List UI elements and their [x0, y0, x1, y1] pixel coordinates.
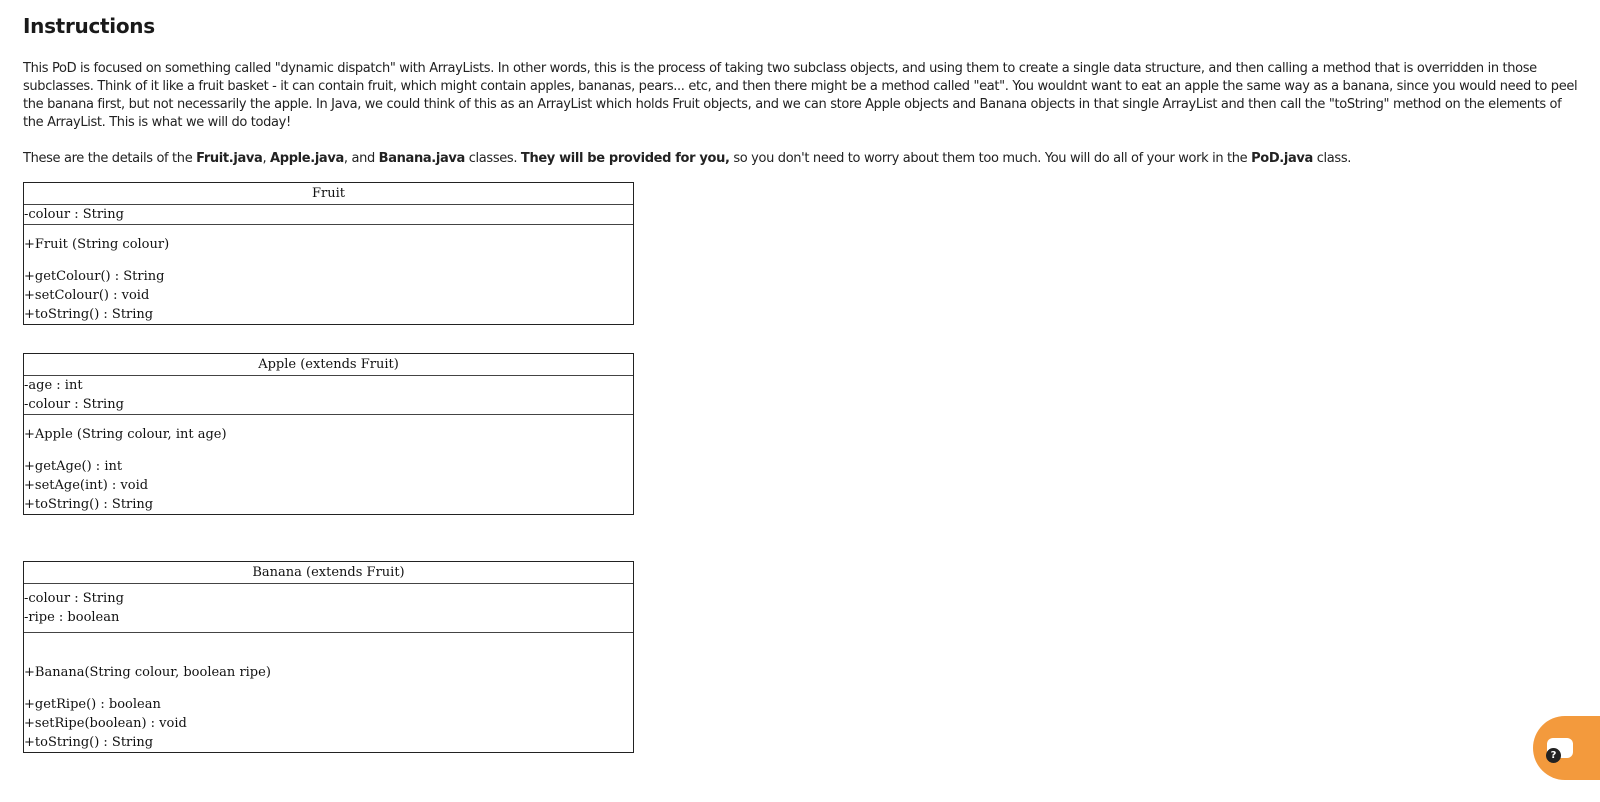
- details-text: , and: [343, 151, 379, 166]
- fruit-class-diagram: [23, 182, 634, 325]
- intro-paragraph: This PoD is focused on something called "dynamic dispatch" with ArrayLists. In other words, this is the process of taking two subclass objects, and using them to create a single data structure, and then calling a method that is overridden in those subclasses. Think of it like a fruit basket - it can contain fruit, which might contain apples, bananas, pears... etc, and then there might be a method called "eat". You wouldnt want to eat an apple the same way as a banana, since you would need to peel the banana first, but not necessarily the apple. In Java, we could think of this as an ArrayList which holds Fruit objects, and we can store Apple objects and Banana objects in that single ArrayList and then call the "toString" method on the elements of the ArrayList. This is what we will do today!: [23, 61, 1578, 130]
- spacer: [24, 254, 633, 267]
- help-chat-icon: ?: [1546, 748, 1561, 763]
- method: +setRipe(boolean) : void: [24, 716, 187, 731]
- field: -colour : String: [24, 397, 124, 412]
- method: +setAge(int) : void: [24, 478, 149, 493]
- constructor: +Apple (String colour, int age): [24, 427, 227, 442]
- details-text: class.: [1312, 151, 1352, 166]
- methods-section: [24, 633, 633, 752]
- field: -colour : String: [24, 207, 124, 222]
- details-text: classes.: [464, 151, 521, 166]
- banana-class-diagram: [23, 561, 634, 753]
- field: -colour : String: [24, 591, 124, 606]
- details-text: so you don't need to worry about them too much. You will do all of your work in the: [729, 151, 1252, 166]
- method: +toString() : String: [24, 497, 154, 512]
- page-title: Instructions: [23, 14, 155, 38]
- spacer: [24, 633, 633, 663]
- spacer: [24, 225, 633, 235]
- spacer: [24, 415, 633, 425]
- methods-section: [24, 415, 633, 514]
- class-name: Fruit: [24, 183, 633, 205]
- fields-section: [24, 584, 633, 633]
- method: +toString() : String: [24, 307, 154, 322]
- method: +setColour() : void: [24, 288, 150, 303]
- provided-note: They will be provided for you,: [520, 151, 730, 166]
- pod-file-name: PoD.java: [1251, 151, 1313, 166]
- constructor: +Banana(String colour, boolean ripe): [24, 665, 271, 680]
- fruit-file-name: Fruit.java: [196, 151, 263, 166]
- fields-section: [24, 376, 633, 415]
- method: +getAge() : int: [24, 459, 123, 474]
- class-name: Apple (extends Fruit): [24, 354, 633, 376]
- methods-section: [24, 225, 633, 324]
- fields-section: [24, 205, 633, 225]
- method: +getRipe() : boolean: [24, 697, 161, 712]
- field: -ripe : boolean: [24, 610, 120, 625]
- details-paragraph: [23, 150, 1583, 168]
- spacer: [24, 444, 633, 457]
- spacer: [24, 682, 633, 695]
- apple-class-diagram: [23, 353, 634, 515]
- apple-file-name: Apple.java: [270, 151, 344, 166]
- help-chat-button[interactable]: [1533, 716, 1600, 780]
- details-text: These are the details of the: [23, 151, 197, 166]
- method: +toString() : String: [24, 735, 154, 750]
- constructor: +Fruit (String colour): [24, 237, 170, 252]
- method: +getColour() : String: [24, 269, 165, 284]
- banana-file-name: Banana.java: [378, 151, 465, 166]
- field: -age : int: [24, 378, 83, 393]
- details-text: ,: [262, 151, 271, 166]
- class-name: Banana (extends Fruit): [24, 562, 633, 584]
